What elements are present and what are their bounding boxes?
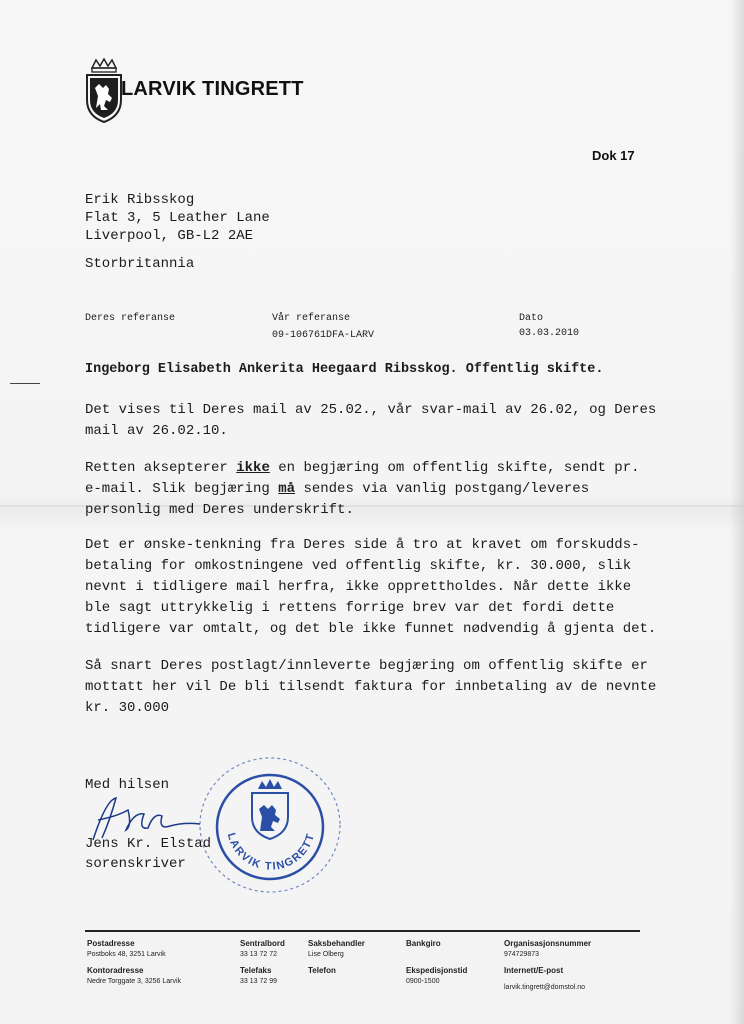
margin-mark	[10, 383, 40, 384]
sentralbord-label: Sentralbord	[240, 939, 285, 948]
recipient-street: Flat 3, 5 Leather Lane	[85, 210, 270, 226]
recipient-city: Liverpool, GB-L2 2AE	[85, 228, 254, 244]
paragraph-2	[85, 458, 645, 521]
ekspedisjonstid-value: 0900-1500	[406, 978, 440, 985]
paragraph-4-line: mottatt her vil De bli tilsendt faktura for innbetaling av de nevnte	[85, 679, 657, 695]
closing-greeting: Med hilsen	[85, 777, 170, 793]
email-label: Internett/E-post	[504, 966, 564, 975]
bankgiro-label: Bankgiro	[406, 939, 441, 948]
paragraph-2-line: personlig med Deres underskrift.	[85, 502, 354, 518]
saksbehandler-label: Saksbehandler	[308, 939, 365, 948]
paragraph-2-line	[85, 479, 645, 500]
text-span: sendes via vanlig postgang/leveres	[295, 481, 590, 497]
paragraph-3	[85, 535, 657, 640]
paragraph-4	[85, 656, 657, 719]
recipient-name: Erik Ribsskog	[85, 192, 195, 208]
signatory-name: Jens Kr. Elstad	[85, 836, 212, 852]
paper-edge-shadow	[730, 0, 744, 1024]
document-number: Dok 17	[592, 148, 635, 163]
paragraph-2-line	[85, 458, 645, 479]
ekspedisjonstid-label: Ekspedisjonstid	[406, 966, 468, 975]
deres-referanse-label: Deres referanse	[85, 313, 176, 324]
text-span: Retten aksepterer	[85, 460, 237, 476]
postadresse-value: Postboks 48, 3251 Larvik	[87, 951, 166, 958]
norwegian-lion-coat-of-arms-icon	[84, 58, 124, 124]
court-stamp-icon	[198, 755, 343, 895]
telefaks-label: Telefaks	[240, 966, 272, 975]
paragraph-1-line: mail av 26.02.10.	[85, 423, 228, 439]
var-referanse-value: 09-106761DFA-LARV	[272, 330, 375, 341]
email-value[interactable]: larvik.tingrett@domstol.no	[504, 984, 586, 991]
telefon-label: Telefon	[308, 966, 336, 975]
organisasjonsnummer-label: Organisasjonsnummer	[504, 939, 592, 948]
subject-line: Ingeborg Elisabeth Ankerita Heegaard Ribsskog. Offentlig skifte.	[85, 362, 604, 377]
paragraph-3-line: ble sagt uttrykkelig i rettens forrige brev var det fordi dette	[85, 600, 615, 616]
stamp-text: LARVIK TINGRETT	[224, 831, 318, 873]
postadresse-label: Postadresse	[87, 939, 135, 948]
saksbehandler-value: Lise Olberg	[308, 951, 344, 958]
emphasis-ma: må	[278, 481, 296, 497]
telefaks-value: 33 13 72 99	[240, 978, 277, 985]
kontoradresse-label: Kontoradresse	[87, 966, 144, 975]
paragraph-3-line: tidligere var omtalt, og det ble ikke funnet nødvendig å gjenta det.	[85, 621, 657, 637]
dato-value: 03.03.2010	[519, 328, 580, 339]
emphasis-ikke: ikke	[236, 460, 270, 476]
paragraph-3-line: nevnt i tidligere mail herfra, ikke opprettholdes. Når dette ikke	[85, 579, 632, 595]
dato-label: Dato	[519, 313, 544, 324]
recipient-country: Storbritannia	[85, 256, 195, 272]
paragraph-3-line: Det er ønske-tenkning fra Deres side å tro at kravet om forskudds-	[85, 537, 640, 553]
paragraph-4-line: kr. 30.000	[85, 700, 170, 716]
footer-divider	[85, 930, 640, 932]
text-span: en begjæring om offentlig skifte, sendt pr.	[269, 460, 640, 476]
organisasjonsnummer-value: 974729873	[504, 951, 540, 958]
signatory-title: sorenskriver	[85, 856, 186, 872]
text-span: e-mail. Slik begjæring	[85, 481, 279, 497]
var-referanse-label: Vår referanse	[272, 313, 351, 324]
sentralbord-value: 33 13 72 72	[240, 951, 277, 958]
kontoradresse-value: Nedre Torggate 3, 3256 Larvik	[87, 978, 182, 985]
paragraph-1	[85, 400, 657, 442]
court-name: LARVIK TINGRETT	[121, 78, 304, 100]
paragraph-3-line: betaling for omkostningene ved offentlig skifte, kr. 30.000, slik	[85, 558, 632, 574]
paragraph-4-line: Så snart Deres postlagt/innleverte begjæring om offentlig skifte er	[85, 658, 648, 674]
paragraph-1-line: Det vises til Deres mail av 25.02., vår svar-mail av 26.02, og Deres	[85, 402, 657, 418]
